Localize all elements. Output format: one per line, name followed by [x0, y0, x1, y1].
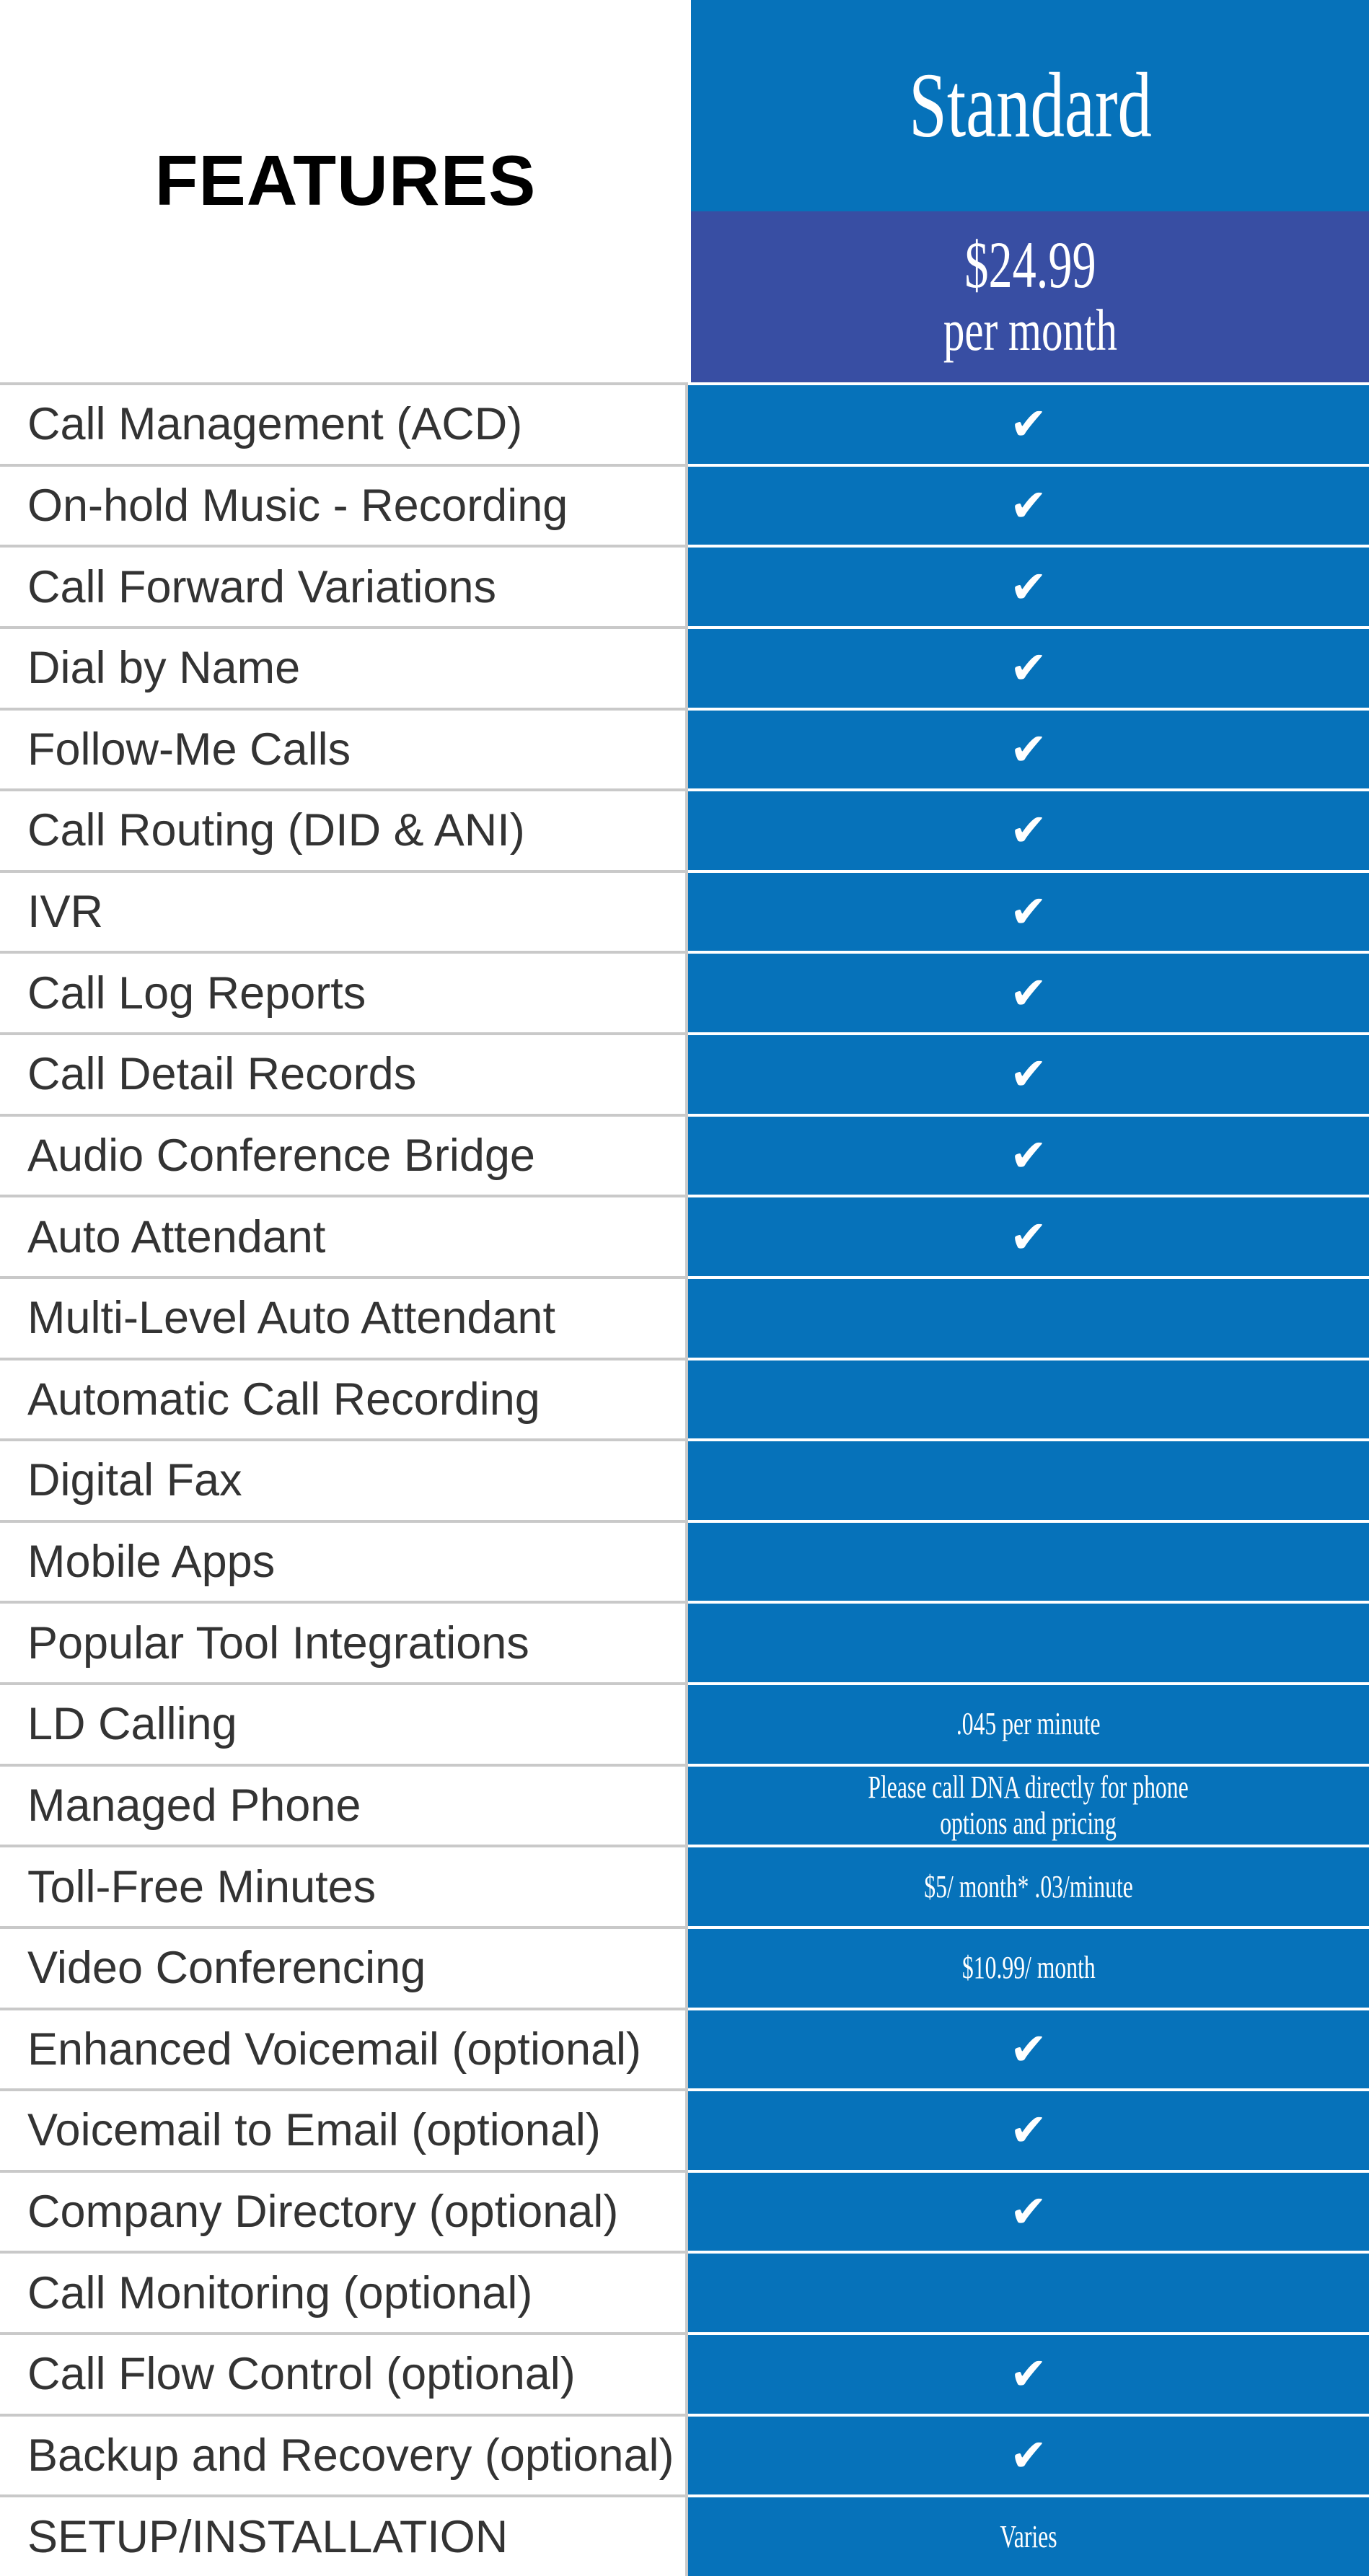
plan-value-cell: [688, 2170, 1369, 2251]
table-row: [0, 626, 1369, 708]
plan-value-cell: [688, 2251, 1369, 2332]
plan-value-cell: [688, 1926, 1369, 2008]
table-row: [0, 1845, 1369, 1926]
plan-value-text: Varies: [1000, 2518, 1057, 2554]
plan-value-cell: [688, 1601, 1369, 1682]
plan-value-cell: [688, 1845, 1369, 1926]
plan-value-cell: [688, 2414, 1369, 2495]
table-row: [0, 1926, 1369, 2008]
feature-label: Toll-Free Minutes: [0, 1845, 688, 1926]
feature-label: LD Calling: [0, 1682, 688, 1764]
table-row: [0, 1520, 1369, 1601]
feature-label: Automatic Call Recording: [0, 1358, 688, 1439]
table-row: [0, 464, 1369, 545]
feature-label: Call Management (ACD): [0, 382, 688, 464]
checkmark-icon: ✔: [1010, 804, 1047, 857]
plan-value-cell: [688, 545, 1369, 626]
feature-label: Call Forward Variations: [0, 545, 688, 626]
checkmark-icon: ✔: [1010, 1210, 1047, 1263]
feature-label: Call Log Reports: [0, 951, 688, 1032]
plan-value-cell: [688, 1358, 1369, 1439]
plan-value-text: .045 per minute: [956, 1706, 1101, 1742]
feature-label: Call Detail Records: [0, 1032, 688, 1114]
features-title: FEATURES: [154, 140, 537, 220]
plan-value-cell: [688, 2494, 1369, 2576]
table-row: [0, 2494, 1369, 2576]
plan-value-cell: [688, 951, 1369, 1032]
plan-value-cell: [688, 1195, 1369, 1276]
plan-value-cell: [688, 1276, 1369, 1358]
price-box: [691, 211, 1369, 382]
table-row: [0, 1114, 1369, 1195]
plan-header: [691, 0, 1369, 211]
checkmark-icon: ✔: [1010, 1047, 1047, 1101]
checkmark-icon: ✔: [1010, 966, 1047, 1019]
table-row: [0, 788, 1369, 870]
feature-label: Call Monitoring (optional): [0, 2251, 688, 2332]
plan-value-cell: [688, 2008, 1369, 2089]
feature-label: Auto Attendant: [0, 1195, 688, 1276]
checkmark-icon: ✔: [1010, 885, 1047, 938]
table-row: [0, 1682, 1369, 1764]
plan-value-cell: [688, 1682, 1369, 1764]
table-row: [0, 2088, 1369, 2170]
checkmark-icon: ✔: [1010, 560, 1047, 613]
table-row: [0, 545, 1369, 626]
plan-value-cell: [688, 626, 1369, 708]
checkmark-icon: ✔: [1010, 478, 1047, 532]
plan-period: per month: [943, 296, 1117, 363]
plan-value-cell: [688, 2088, 1369, 2170]
checkmark-icon: ✔: [1010, 2347, 1047, 2401]
feature-label: Backup and Recovery (optional): [0, 2414, 688, 2495]
checkmark-icon: ✔: [1010, 722, 1047, 775]
table-row: [0, 1601, 1369, 1682]
feature-label: Voicemail to Email (optional): [0, 2088, 688, 2170]
feature-label: On-hold Music - Recording: [0, 464, 688, 545]
features-header-cell: [0, 0, 691, 382]
checkmark-icon: ✔: [1010, 397, 1047, 451]
table-row: [0, 1195, 1369, 1276]
table-row: [0, 382, 1369, 464]
plan-value-cell: [688, 1114, 1369, 1195]
feature-label: Follow-Me Calls: [0, 708, 688, 789]
plan-price: $24.99: [964, 227, 1096, 302]
plan-value-cell: [688, 1520, 1369, 1601]
table-row: [0, 708, 1369, 789]
table-row: [0, 2251, 1369, 2332]
feature-label: Managed Phone: [0, 1764, 688, 1845]
plan-value-cell: [688, 464, 1369, 545]
table-row: [0, 1764, 1369, 1845]
plan-value-text: Please call DNA directly for phone options and pricing: [868, 1769, 1189, 1841]
plan-value-text: $5/ month* .03/minute: [924, 1868, 1133, 1904]
plan-value-cell: [688, 1438, 1369, 1520]
checkmark-icon: ✔: [1010, 2185, 1047, 2238]
plan-value-cell: [688, 382, 1369, 464]
plan-value-cell: [688, 2332, 1369, 2414]
feature-label: Call Routing (DID & ANI): [0, 788, 688, 870]
feature-label: Video Conferencing: [0, 1926, 688, 2008]
feature-label: IVR: [0, 870, 688, 951]
plan-value-cell: [688, 708, 1369, 789]
feature-label: Dial by Name: [0, 626, 688, 708]
plan-value-text: $10.99/ month: [961, 1950, 1096, 1986]
feature-label: Audio Conference Bridge: [0, 1114, 688, 1195]
checkmark-icon: ✔: [1010, 1128, 1047, 1182]
feature-label: Call Flow Control (optional): [0, 2332, 688, 2414]
table-row: [0, 1358, 1369, 1439]
table-row: [0, 951, 1369, 1032]
table-row: [0, 2414, 1369, 2495]
table-row: [0, 1276, 1369, 1358]
feature-table: [0, 382, 1369, 2576]
plan-value-cell: [688, 1764, 1369, 1845]
plan-value-cell: [688, 870, 1369, 951]
checkmark-icon: ✔: [1010, 2428, 1047, 2482]
table-row: [0, 2332, 1369, 2414]
plan-value-cell: [688, 1032, 1369, 1114]
table-row: [0, 2008, 1369, 2089]
checkmark-icon: ✔: [1010, 641, 1047, 695]
table-row: [0, 1438, 1369, 1520]
plan-name: Standard: [908, 54, 1152, 157]
checkmark-icon: ✔: [1010, 2022, 1047, 2075]
feature-label: Company Directory (optional): [0, 2170, 688, 2251]
feature-label: Digital Fax: [0, 1438, 688, 1520]
plan-value-cell: [688, 788, 1369, 870]
feature-label: SETUP/INSTALLATION: [0, 2494, 688, 2576]
checkmark-icon: ✔: [1010, 2104, 1047, 2157]
feature-label: Multi-Level Auto Attendant: [0, 1276, 688, 1358]
feature-label: Popular Tool Integrations: [0, 1601, 688, 1682]
table-row: [0, 870, 1369, 951]
feature-label: Enhanced Voicemail (optional): [0, 2008, 688, 2089]
table-row: [0, 2170, 1369, 2251]
table-row: [0, 1032, 1369, 1114]
feature-label: Mobile Apps: [0, 1520, 688, 1601]
